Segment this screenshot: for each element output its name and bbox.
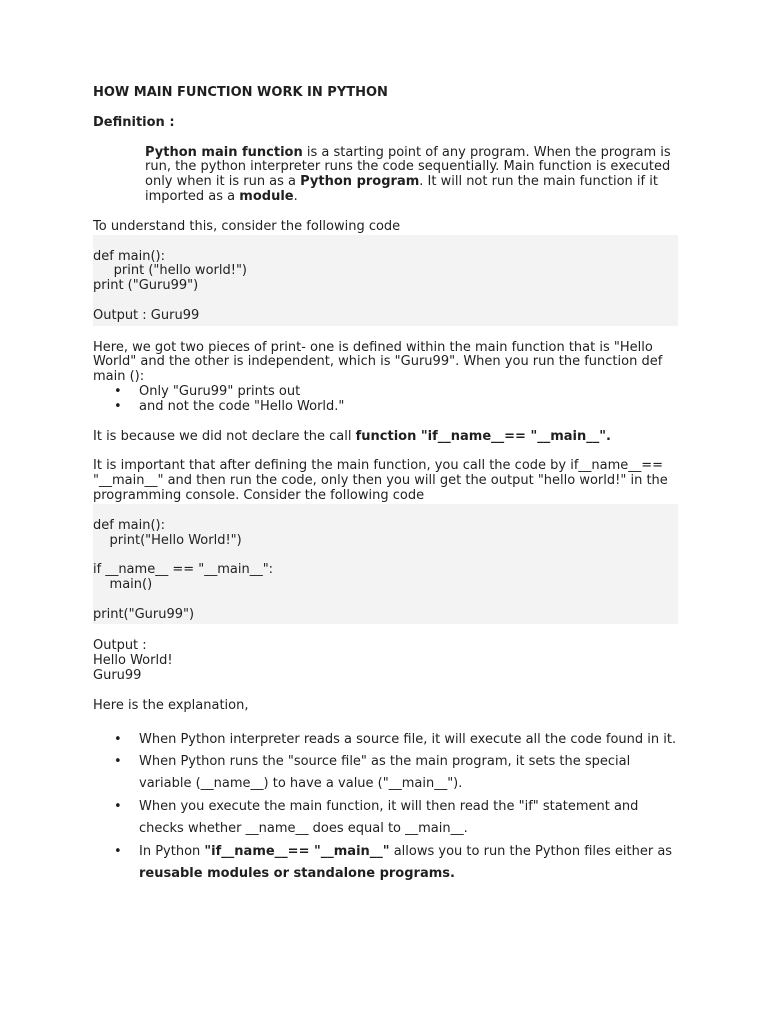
definition-bold-2: Python program — [300, 174, 420, 190]
explain-text-2: When Python runs the "source file" as the main program, it sets the special variable (__name__) to have a value ("__main__"). — [139, 753, 631, 792]
code1-line-3: print ("Guru99") — [93, 278, 199, 294]
explain-text-4a: In Python — [139, 843, 205, 859]
bullet-icon: • — [114, 798, 122, 814]
code-example-1 — [93, 235, 678, 326]
print-bullets — [93, 385, 678, 415]
code2-line-3: if __name__ == "__main__": — [93, 562, 274, 578]
code2-blank-2 — [93, 593, 678, 608]
bullet-text-2: and not the code "Hello World." — [139, 398, 345, 414]
definition-bold-1: Python main function — [145, 144, 303, 160]
page-title: HOW MAIN FUNCTION WORK IN PYTHON — [93, 85, 388, 100]
list-item — [93, 841, 678, 886]
explanation-bullets — [93, 729, 678, 886]
definition-bold-3: module — [239, 188, 294, 204]
output-label: Output : — [93, 638, 147, 654]
because-bold: function "if__name__== "__main__". — [355, 428, 611, 444]
definition-paragraph — [145, 146, 678, 205]
important-paragraph: It is important that after defining the main function, you call the code by if__name__== "__main__" and then run the code, only then you will get the output "hello world!" in the programming console. Consider the following code — [93, 458, 668, 503]
definition-text-1: is a starting point of any program. When the program is run, the python interpreter runs the code sequentially. Main function is executed only when it is run as a — [145, 144, 671, 190]
explain-text-3: When you execute the main function, it will then read the "if" statement and checks whether __name__ does equal to __main__. — [139, 798, 639, 837]
code1-line-1: def main(): — [93, 248, 165, 264]
list-item — [93, 400, 678, 415]
explain-text-1: When Python interpreter reads a source file, it will execute all the code found in it. — [139, 731, 677, 747]
definition-heading: Definition : — [93, 114, 175, 130]
explain-text-4b: allows you to run the Python files either as — [389, 843, 673, 859]
list-item — [93, 385, 678, 400]
explanation-paragraph-1: Here, we got two pieces of print- one is defined within the main function that is "Hello World" and the other is independent, which is "Guru99". When you run the function def main (): — [93, 339, 663, 385]
list-item — [93, 796, 678, 841]
explain-bold-4a: "if__name__== "__main__" — [204, 843, 390, 859]
document-page — [93, 86, 678, 885]
bullet-icon: • — [114, 843, 122, 859]
code2-line-1: def main(): — [93, 517, 165, 533]
explain-bold-4b: reusable modules or standalone programs. — [139, 865, 455, 881]
output-block — [93, 639, 678, 683]
because-text: It is because we did not declare the call — [93, 428, 356, 444]
code2-line-2: print("Hello World!") — [93, 532, 242, 548]
bullet-icon: • — [114, 753, 122, 769]
bullet-icon: • — [114, 731, 122, 747]
code-example-2 — [93, 504, 678, 625]
code1-line-2: print ("hello world!") — [93, 263, 247, 279]
list-item — [93, 751, 678, 796]
code2-line-4: main() — [93, 576, 153, 592]
code2-blank-1 — [93, 548, 678, 563]
code2-line-5: print("Guru99") — [93, 606, 195, 622]
explanation-heading: Here is the explanation, — [93, 697, 249, 713]
intro-text: To understand this, consider the following code — [93, 218, 401, 234]
bullet-icon: • — [114, 398, 122, 414]
list-item — [93, 729, 678, 751]
output-line-1: Hello World! — [93, 653, 173, 669]
bullet-text-1: Only "Guru99" prints out — [139, 383, 301, 399]
output-line-2: Guru99 — [93, 667, 142, 683]
definition-text-2: . It will not run the main function if it imported as a — [145, 174, 658, 204]
bullet-icon: • — [114, 383, 122, 399]
because-paragraph — [93, 430, 678, 445]
definition-text-3: . — [293, 188, 298, 204]
code1-blank — [93, 294, 678, 309]
code1-output: Output : Guru99 — [93, 307, 200, 323]
